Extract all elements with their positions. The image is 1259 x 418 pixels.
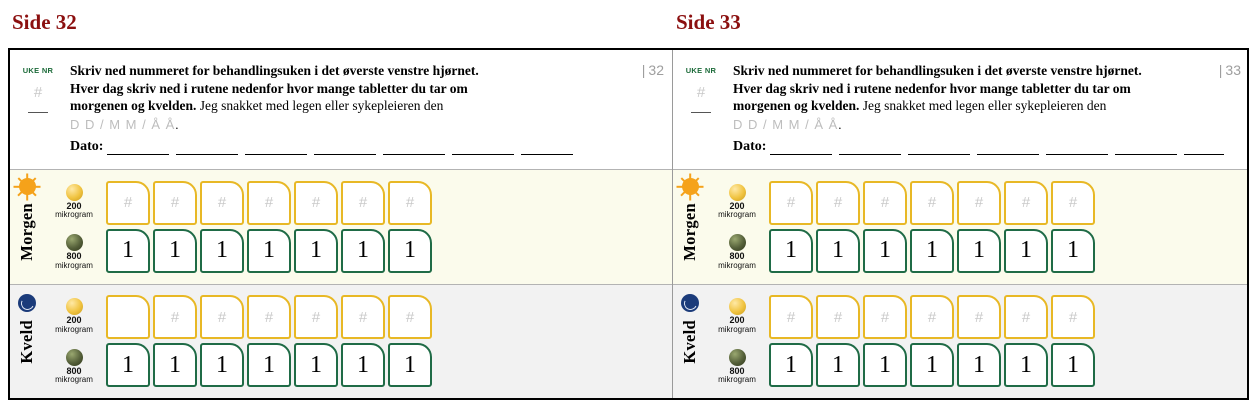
day-cell <box>816 181 860 273</box>
date-row-left <box>70 139 668 155</box>
panel-header-right <box>673 50 1247 169</box>
cell-yellow-input[interactable] <box>106 295 150 339</box>
instruction-line-3-rest-right: Jeg snakket med legen eller sykepleieren den <box>862 98 1107 114</box>
week-number-column-left[interactable] <box>10 50 66 169</box>
cell-yellow-input[interactable]: # <box>200 181 244 225</box>
instruction-line-3-rest-left: Jeg snakket med legen eller sykepleieren den <box>199 98 444 114</box>
row-label-kveld-left: Kveld <box>17 319 36 364</box>
date-blank[interactable] <box>770 140 832 155</box>
day-cell <box>910 181 954 273</box>
day-cell <box>200 295 244 387</box>
week-number-column-right[interactable] <box>673 50 729 169</box>
page-label-row <box>0 10 1259 42</box>
date-format-hint-right <box>733 117 1243 133</box>
day-cell <box>388 181 432 273</box>
week-number-value-left[interactable]: # <box>33 84 43 101</box>
pill-yellow-icon <box>66 298 83 315</box>
day-cell <box>106 181 150 273</box>
date-blank[interactable] <box>908 140 970 155</box>
cell-green-input[interactable]: 1 <box>910 343 954 387</box>
pill-legend-item <box>55 234 93 270</box>
cell-yellow-input[interactable]: # <box>106 181 150 225</box>
cell-green-input[interactable]: 1 <box>910 229 954 273</box>
date-label-left: Dato: <box>70 138 104 154</box>
cell-green-input[interactable]: 1 <box>816 343 860 387</box>
cell-green-input[interactable]: 1 <box>106 343 150 387</box>
diary-sheet <box>8 48 1249 400</box>
pill-strength: 800 <box>66 365 82 376</box>
day-cell <box>957 295 1001 387</box>
pill-legend-item <box>55 298 93 334</box>
page-label-right: Side 33 <box>676 10 741 34</box>
instruction-line-2-left: Hver dag skriv ned i rutene nedenfor hvor mange tabletter du tar om <box>70 80 468 96</box>
cell-yellow-input[interactable]: # <box>1051 181 1095 225</box>
pill-unit: mikrogram <box>55 375 93 385</box>
date-blank[interactable] <box>977 140 1039 155</box>
instructions-right <box>729 50 1247 169</box>
cell-green-input[interactable]: 1 <box>957 343 1001 387</box>
date-format-dot-right: . <box>838 116 843 132</box>
pill-yellow-icon <box>729 184 746 201</box>
day-cell <box>816 295 860 387</box>
cell-green-input[interactable]: 1 <box>247 229 291 273</box>
pill-legend-item <box>718 349 756 385</box>
cell-yellow-input[interactable]: # <box>863 181 907 225</box>
day-cell <box>247 295 291 387</box>
cell-green-input[interactable]: 1 <box>200 229 244 273</box>
pill-legend-kveld-right <box>707 285 767 398</box>
date-blank[interactable] <box>176 140 238 155</box>
pill-legend-item <box>718 298 756 334</box>
date-row-right <box>733 139 1243 155</box>
cells-morgen-right <box>767 170 1247 283</box>
week-number-value-right[interactable]: # <box>696 84 706 101</box>
cell-yellow-input[interactable]: # <box>769 181 813 225</box>
day-cell <box>1004 181 1048 273</box>
date-blank[interactable] <box>521 140 573 155</box>
panel-header-left <box>10 50 672 169</box>
date-blank[interactable] <box>383 140 445 155</box>
cell-yellow-input[interactable]: # <box>247 295 291 339</box>
day-cell <box>1051 295 1095 387</box>
pill-unit: mikrogram <box>718 324 756 334</box>
instruction-line-1-left: Skriv ned nummeret for behandlingsuken i det øverste venstre hjørnet. <box>70 63 479 78</box>
date-blank[interactable] <box>1184 140 1224 155</box>
date-blank[interactable] <box>1115 140 1177 155</box>
cell-green-input[interactable]: 1 <box>863 229 907 273</box>
cells-kveld-right <box>767 285 1247 398</box>
day-cell <box>1051 181 1095 273</box>
cell-yellow-input[interactable]: # <box>341 295 385 339</box>
cell-yellow-input[interactable]: # <box>957 295 1001 339</box>
instruction-line-2-right: Hver dag skriv ned i rutene nedenfor hvor mange tabletter du tar om <box>733 80 1131 96</box>
page-number-bar-left: | <box>641 62 646 78</box>
cells-kveld-left <box>104 285 672 398</box>
pill-unit: mikrogram <box>55 210 93 220</box>
sun-icon <box>682 178 699 195</box>
day-cell <box>957 181 1001 273</box>
date-blanks-left[interactable] <box>107 140 668 155</box>
pill-green-icon <box>729 234 746 251</box>
page-number-value-left: 32 <box>648 62 664 78</box>
date-blank[interactable] <box>839 140 901 155</box>
cell-green-input[interactable]: 1 <box>294 229 338 273</box>
pill-unit: mikrogram <box>55 260 93 270</box>
pill-unit: mikrogram <box>718 210 756 220</box>
day-cell <box>1004 295 1048 387</box>
pill-unit: mikrogram <box>55 324 93 334</box>
page-number-bar-right: | <box>1218 62 1223 78</box>
day-cell <box>200 181 244 273</box>
date-blank[interactable] <box>1046 140 1108 155</box>
cell-green-input[interactable]: 1 <box>769 229 813 273</box>
cell-yellow-input[interactable]: # <box>388 181 432 225</box>
cell-green-input[interactable]: 1 <box>388 229 432 273</box>
moon-icon <box>18 294 36 312</box>
cell-green-input[interactable]: 1 <box>1004 343 1048 387</box>
day-cell <box>769 295 813 387</box>
instruction-text-left <box>70 62 540 115</box>
row-icon-column-morgen-left <box>10 170 44 283</box>
row-icon-column-kveld-right <box>673 285 707 398</box>
page-label-left: Side 32 <box>12 10 77 34</box>
day-cell <box>294 181 338 273</box>
row-label-morgen-right: Morgen <box>680 203 699 262</box>
date-format-hint-text-right: D D / M M / Å Å <box>733 116 839 132</box>
day-cell <box>341 181 385 273</box>
diary-panel-page-32 <box>10 50 673 398</box>
pill-legend-kveld-left <box>44 285 104 398</box>
instruction-line-3-left: morgenen og kvelden. <box>70 98 197 114</box>
cell-yellow-input[interactable]: # <box>294 181 338 225</box>
cell-yellow-input[interactable]: # <box>1051 295 1095 339</box>
pill-yellow-icon <box>66 184 83 201</box>
cell-yellow-input[interactable]: # <box>1004 181 1048 225</box>
day-cell <box>247 181 291 273</box>
instruction-line-3-right: morgenen og kvelden. <box>733 98 860 114</box>
cell-yellow-input[interactable]: # <box>957 181 1001 225</box>
cell-green-input[interactable]: 1 <box>341 343 385 387</box>
day-cell <box>153 295 197 387</box>
cell-yellow-input[interactable]: # <box>1004 295 1048 339</box>
pill-strength: 200 <box>729 315 745 326</box>
pill-legend-item <box>55 349 93 385</box>
pill-strength: 800 <box>66 251 82 262</box>
cell-yellow-input[interactable]: # <box>816 181 860 225</box>
pill-strength: 800 <box>729 251 745 262</box>
date-blank[interactable] <box>107 140 169 155</box>
day-cell <box>106 295 150 387</box>
cell-yellow-input[interactable]: # <box>910 295 954 339</box>
pill-legend-item <box>55 184 93 220</box>
cell-yellow-input[interactable]: # <box>294 295 338 339</box>
day-cell <box>769 181 813 273</box>
day-cell <box>910 295 954 387</box>
cell-green-input[interactable]: 1 <box>388 343 432 387</box>
cell-yellow-input[interactable]: # <box>910 181 954 225</box>
pill-legend-morgen-left <box>44 170 104 283</box>
cell-green-input[interactable]: 1 <box>816 229 860 273</box>
cell-green-input[interactable]: 1 <box>769 343 813 387</box>
pill-yellow-icon <box>729 298 746 315</box>
cell-green-input[interactable]: 1 <box>341 229 385 273</box>
cell-yellow-input[interactable]: # <box>769 295 813 339</box>
date-format-hint-text-left: D D / M M / Å Å <box>70 116 176 132</box>
row-kveld-left <box>10 284 672 398</box>
row-morgen-left <box>10 169 672 283</box>
date-blank[interactable] <box>314 140 376 155</box>
pill-unit: mikrogram <box>718 260 756 270</box>
instruction-line-1-right: Skriv ned nummeret for behandlingsuken i det øverste venstre hjørnet. <box>733 63 1142 78</box>
cell-green-input[interactable]: 1 <box>153 343 197 387</box>
cell-green-input[interactable]: 1 <box>1051 229 1095 273</box>
cells-morgen-left <box>104 170 672 283</box>
cell-green-input[interactable]: 1 <box>294 343 338 387</box>
pill-green-icon <box>66 349 83 366</box>
pill-strength: 200 <box>66 200 82 211</box>
diary-panel-page-33 <box>673 50 1247 398</box>
cell-yellow-input[interactable]: # <box>863 295 907 339</box>
cell-yellow-input[interactable]: # <box>200 295 244 339</box>
date-format-hint-left <box>70 117 668 133</box>
cell-green-input[interactable]: 1 <box>247 343 291 387</box>
date-format-dot-left: . <box>175 116 180 132</box>
day-cell <box>863 295 907 387</box>
cell-yellow-input[interactable]: # <box>153 295 197 339</box>
instructions-left <box>66 50 672 169</box>
date-blank[interactable] <box>245 140 307 155</box>
moon-icon <box>681 294 699 312</box>
pill-legend-morgen-right <box>707 170 767 283</box>
pill-strength: 200 <box>729 200 745 211</box>
day-cell <box>388 295 432 387</box>
week-number-rule-right <box>691 112 711 113</box>
sun-icon <box>19 178 36 195</box>
row-icon-column-kveld-left <box>10 285 44 398</box>
day-cell <box>153 181 197 273</box>
date-blanks-right[interactable] <box>770 140 1243 155</box>
page-number-value-right: 33 <box>1225 62 1241 78</box>
date-label-right: Dato: <box>733 138 767 154</box>
day-cell <box>341 295 385 387</box>
row-morgen-right <box>673 169 1247 283</box>
date-blank[interactable] <box>452 140 514 155</box>
cell-green-input[interactable]: 1 <box>153 229 197 273</box>
cell-yellow-input[interactable]: # <box>247 181 291 225</box>
week-number-label-left: UKE NR <box>22 66 54 75</box>
day-cell <box>863 181 907 273</box>
cell-green-input[interactable]: 1 <box>1004 229 1048 273</box>
cell-green-input[interactable]: 1 <box>1051 343 1095 387</box>
week-number-rule-left <box>28 112 48 113</box>
cell-yellow-input[interactable]: # <box>153 181 197 225</box>
instruction-text-right <box>733 62 1203 115</box>
cell-green-input[interactable]: 1 <box>863 343 907 387</box>
cell-green-input[interactable]: 1 <box>106 229 150 273</box>
row-label-kveld-right: Kveld <box>680 319 699 364</box>
cell-yellow-input[interactable]: # <box>341 181 385 225</box>
cell-yellow-input[interactable]: # <box>816 295 860 339</box>
row-kveld-right <box>673 284 1247 398</box>
pill-legend-item <box>718 234 756 270</box>
pill-unit: mikrogram <box>718 375 756 385</box>
row-label-morgen-left: Morgen <box>17 203 36 262</box>
week-number-label-right: UKE NR <box>685 66 717 75</box>
page-number-right <box>1219 62 1241 78</box>
pill-strength: 200 <box>66 315 82 326</box>
pill-legend-item <box>718 184 756 220</box>
cell-yellow-input[interactable]: # <box>388 295 432 339</box>
row-icon-column-morgen-right <box>673 170 707 283</box>
cell-green-input[interactable]: 1 <box>200 343 244 387</box>
page-number-left <box>642 62 664 78</box>
pill-green-icon <box>729 349 746 366</box>
cell-green-input[interactable]: 1 <box>957 229 1001 273</box>
pill-green-icon <box>66 234 83 251</box>
pill-strength: 800 <box>729 365 745 376</box>
day-cell <box>294 295 338 387</box>
